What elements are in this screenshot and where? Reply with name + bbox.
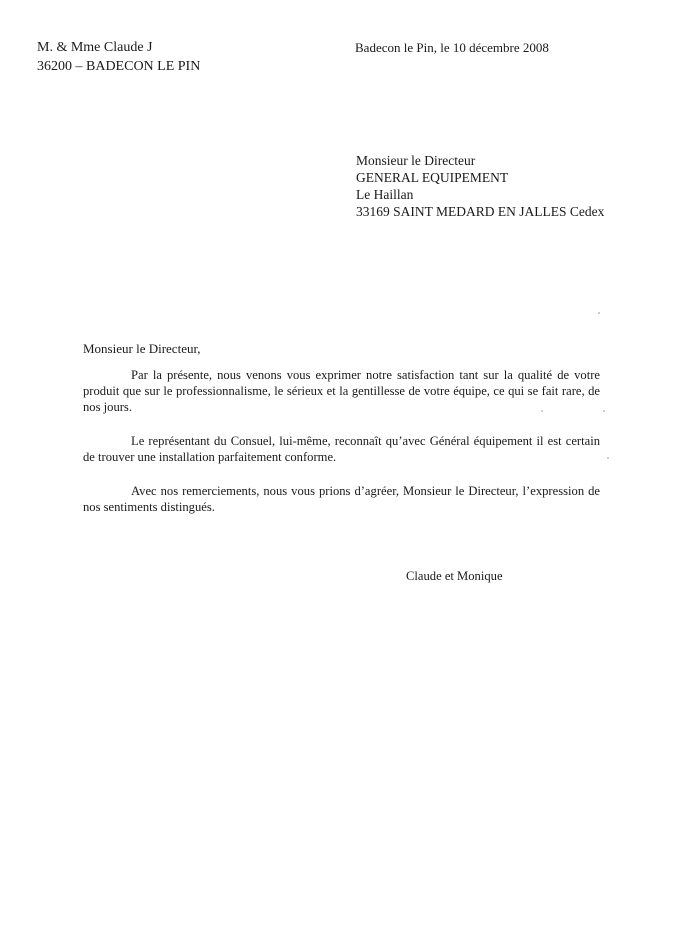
recipient-line-3: Le Haillan [356,187,414,202]
body-paragraph-2: Le représentant du Consuel, lui-même, reconnaît qu’avec Général équipement il est certain de trouver une installation parfaitement conforme. [83,434,600,464]
sender-block [37,38,200,76]
date-line: Badecon le Pin, le 10 décembre 2008 [355,40,549,55]
body-paragraph-3: Avec nos remerciements, nous vous prions d’agréer, Monsieur le Directeur, l’expression de nos sentiments distingués. [83,484,600,514]
recipient-block [356,152,604,220]
scan-speck [607,457,609,459]
sender-address: 36200 – BADECON LE PIN [37,59,201,74]
recipient-line-4: 33169 SAINT MEDARD EN JALLES Cedex [356,204,605,219]
letter-body [83,367,600,533]
recipient-line-2: GENERAL EQUIPEMENT [356,170,509,185]
signature: Claude et Monique [406,569,503,583]
recipient-line-1: Monsieur le Directeur [356,153,476,168]
scan-speck [598,312,600,314]
body-paragraph-1: Par la présente, nous venons vous exprimer notre satisfaction tant sur la qualité de votre produit que sur le professionnalisme, le sérieux et la gentillesse de votre équipe, ce qui se fait rare, de nos jours. [83,368,600,414]
scan-speck [603,410,605,412]
salutation: Monsieur le Directeur, [83,341,201,356]
sender-name: M. & Mme Claude J [37,40,153,55]
scan-speck [541,410,543,412]
